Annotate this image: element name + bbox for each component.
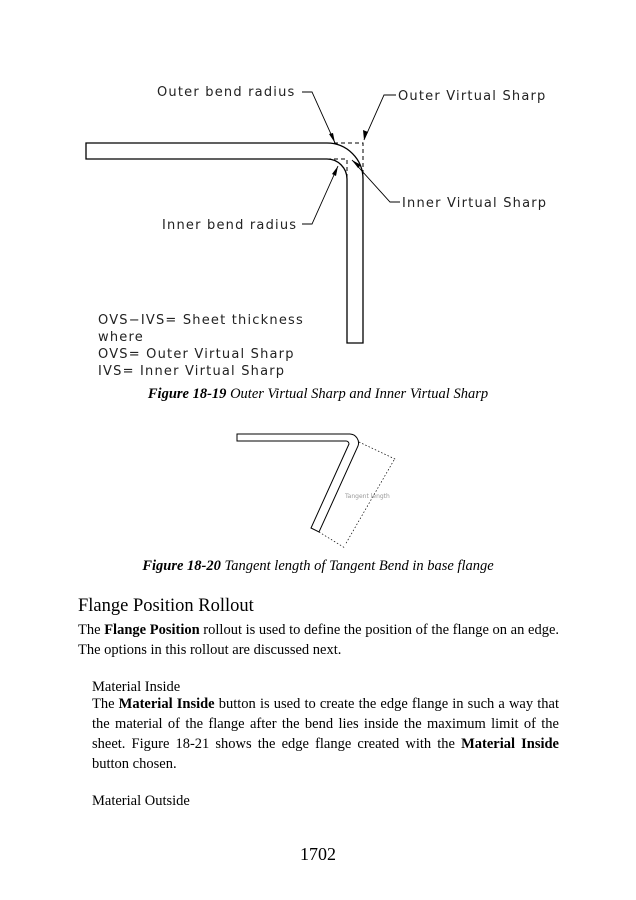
tangent-extension-line-top bbox=[359, 442, 397, 460]
figure-18-19-caption-text: Outer Virtual Sharp and Inner Virtual Sharp bbox=[226, 386, 489, 402]
figure-18-20-drawing bbox=[0, 420, 636, 560]
legend-line-4: IVS= Inner Virtual Sharp bbox=[98, 364, 286, 379]
intro-pre: The bbox=[78, 622, 105, 638]
mi-bold-1: Material Inside bbox=[118, 696, 215, 712]
label-outer-bend-radius: Outer bend radius bbox=[157, 85, 296, 100]
label-inner-bend-radius: Inner bend radius bbox=[162, 218, 298, 233]
figure-18-19-number: Figure 18-19 bbox=[147, 386, 227, 402]
section-intro-paragraph bbox=[78, 620, 559, 660]
tangent-dimension-line bbox=[345, 460, 394, 545]
label-inner-virtual-sharp: Inner Virtual Sharp bbox=[402, 196, 548, 211]
figure-18-20-caption bbox=[0, 558, 636, 575]
material-outside-heading: Material Outside bbox=[92, 793, 190, 809]
intro-post: rollout is used to define the position of the flange on an edge. The options in this rollout are discussed next. bbox=[78, 622, 560, 658]
mi-mid: button is used to create the edge flange in such a way that the material of the flange after the bend lies inside the maximum limit of the sheet. Figure 18-21 shows the edge flange created with the bbox=[92, 696, 559, 752]
mi-bold-2: Material Inside bbox=[461, 736, 559, 752]
mi-post: button chosen. bbox=[92, 756, 177, 772]
tangent-extension-line-bottom bbox=[319, 532, 345, 548]
arrow-outer-virtual-sharp bbox=[363, 130, 368, 140]
section-heading: Flange Position Rollout bbox=[78, 596, 254, 616]
intro-bold-flange-position: Flange Position bbox=[104, 622, 200, 638]
figure-18-19-drawing bbox=[0, 0, 636, 390]
legend-line-2: where bbox=[98, 330, 144, 345]
mi-pre: The bbox=[92, 696, 119, 712]
figure-18-19-caption bbox=[0, 386, 636, 403]
figure-18-20-caption-text: Tangent length of Tangent Bend in base flange bbox=[220, 558, 494, 574]
material-inside-paragraph bbox=[92, 694, 559, 774]
arrow-inner-bend-radius bbox=[332, 166, 338, 176]
tangent-bend-sheet-outline bbox=[237, 434, 359, 532]
label-outer-virtual-sharp: Outer Virtual Sharp bbox=[398, 89, 547, 104]
legend-line-3: OVS= Outer Virtual Sharp bbox=[98, 347, 295, 362]
figure-18-20-number: Figure 18-20 bbox=[142, 558, 221, 574]
material-inside-heading: Material Inside bbox=[92, 679, 181, 695]
legend-line-1: OVS−IVS= Sheet thickness bbox=[98, 313, 304, 328]
leader-outer-virtual-sharp bbox=[364, 95, 396, 140]
tangent-length-label: Tangent length bbox=[345, 493, 390, 500]
page-number: 1702 bbox=[300, 844, 336, 864]
arrow-outer-bend-radius bbox=[329, 133, 335, 143]
leader-inner-bend-radius bbox=[302, 166, 338, 224]
